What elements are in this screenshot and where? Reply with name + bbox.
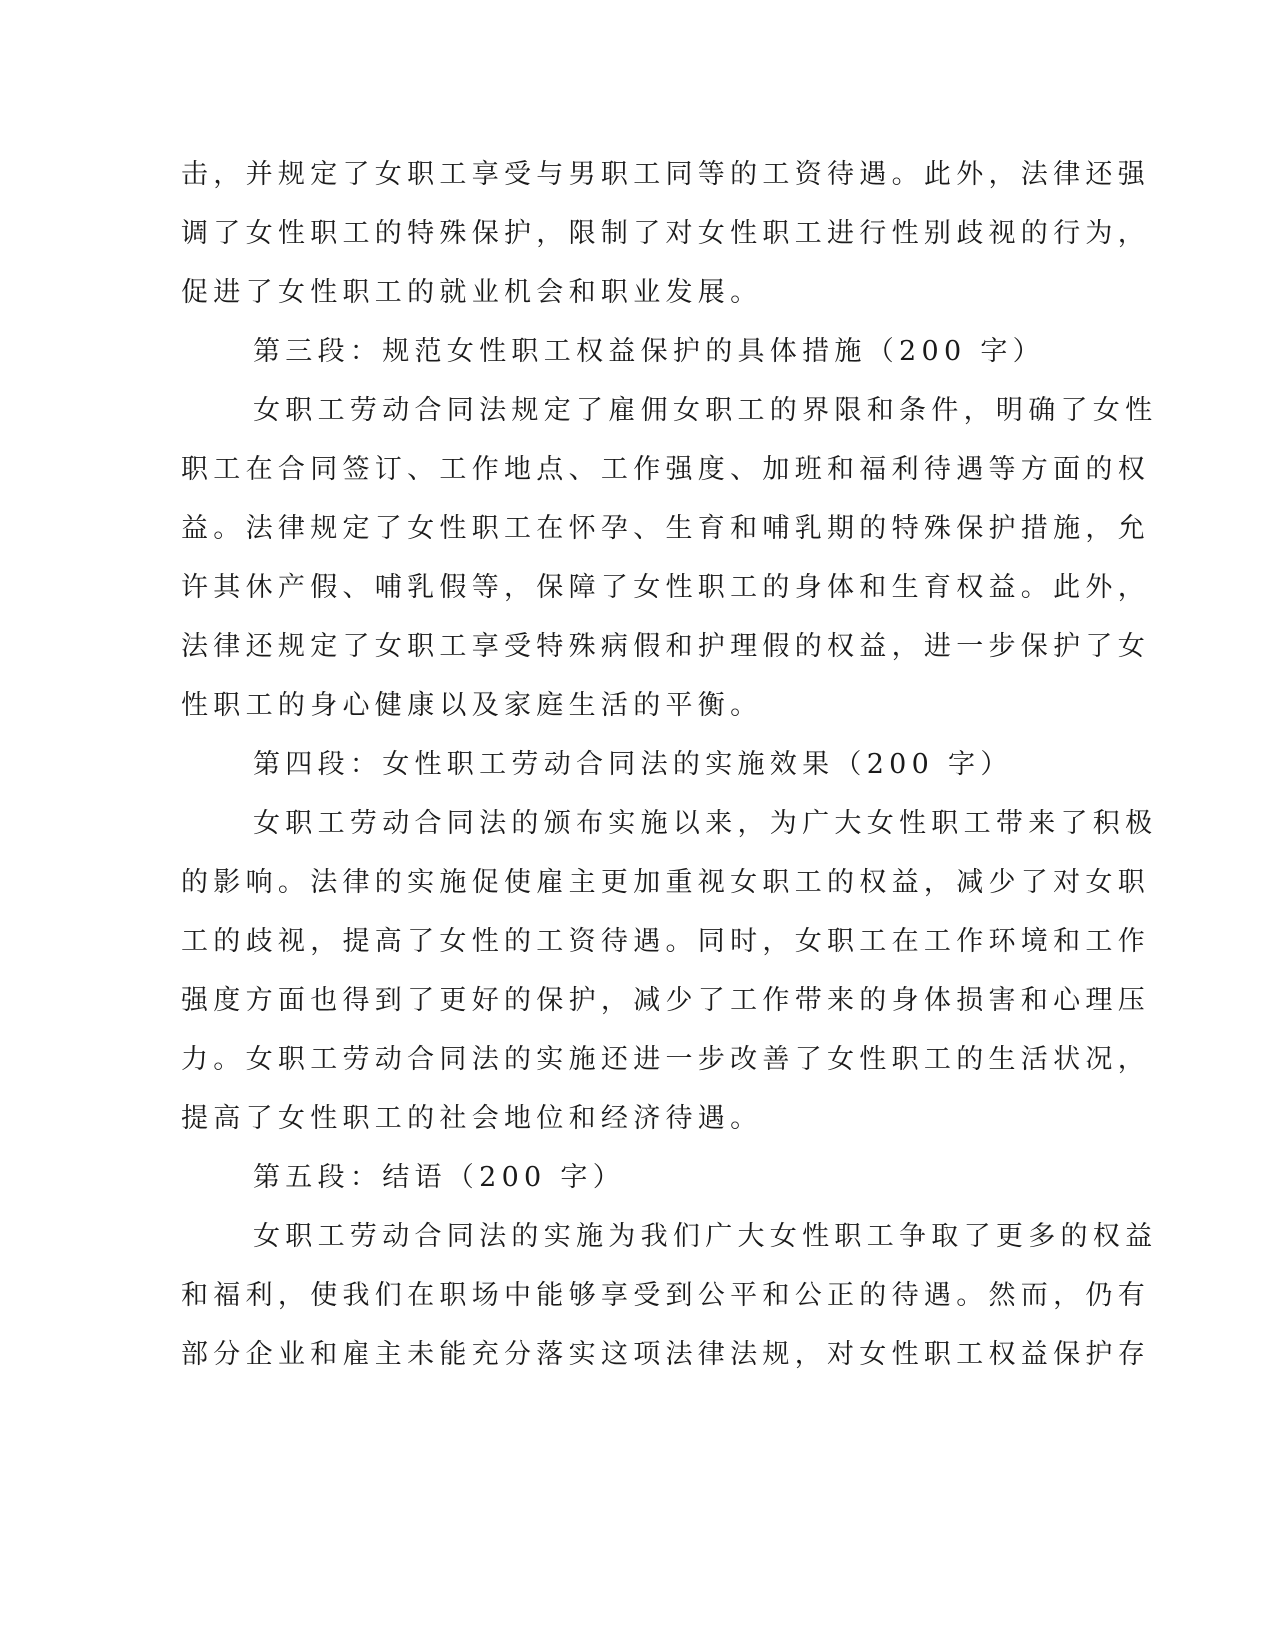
paragraph-line: 性职工的身心健康以及家庭生活的平衡。 [181, 690, 763, 721]
paragraph-line: 女职工劳动合同法的实施为我们广大女性职工争取了更多的权益 [253, 1221, 1158, 1252]
paragraph-line: 调了女性职工的特殊保护，限制了对女性职工进行性别歧视的行为， [181, 218, 1150, 249]
section-heading: 第三段：规范女性职工权益保护的具体措施（200 字） [253, 336, 1045, 367]
paragraph-line: 益。法律规定了女性职工在怀孕、生育和哺乳期的特殊保护措施，允 [181, 513, 1150, 544]
paragraph-line: 强度方面也得到了更好的保护，减少了工作带来的身体损害和心理压 [181, 985, 1150, 1016]
paragraph-line: 职工在合同签订、工作地点、工作强度、加班和福利待遇等方面的权 [181, 454, 1150, 485]
paragraph-line: 工的歧视，提高了女性的工资待遇。同时，女职工在工作环境和工作 [181, 926, 1150, 957]
paragraph-line: 女职工劳动合同法规定了雇佣女职工的界限和条件，明确了女性 [253, 395, 1158, 426]
paragraph-line: 促进了女性职工的就业机会和职业发展。 [181, 277, 763, 308]
section-heading: 第五段：结语（200 字） [253, 1162, 626, 1193]
paragraph-line: 法律还规定了女职工享受特殊病假和护理假的权益，进一步保护了女 [181, 631, 1150, 662]
paragraph-line: 部分企业和雇主未能充分落实这项法律法规，对女性职工权益保护存 [181, 1339, 1150, 1370]
paragraph-line: 许其休产假、哺乳假等，保障了女性职工的身体和生育权益。此外， [181, 572, 1150, 603]
section-heading: 第四段：女性职工劳动合同法的实施效果（200 字） [253, 749, 1013, 780]
paragraph-line: 和福利，使我们在职场中能够享受到公平和公正的待遇。然而，仍有 [181, 1280, 1150, 1311]
paragraph-line: 力。女职工劳动合同法的实施还进一步改善了女性职工的生活状况， [181, 1044, 1150, 1075]
paragraph-line: 女职工劳动合同法的颁布实施以来，为广大女性职工带来了积极 [253, 808, 1158, 839]
paragraph-line: 击，并规定了女职工享受与男职工同等的工资待遇。此外，法律还强 [181, 159, 1150, 190]
paragraph-line: 的影响。法律的实施促使雇主更加重视女职工的权益，减少了对女职 [181, 867, 1150, 898]
paragraph-line: 提高了女性职工的社会地位和经济待遇。 [181, 1103, 763, 1134]
